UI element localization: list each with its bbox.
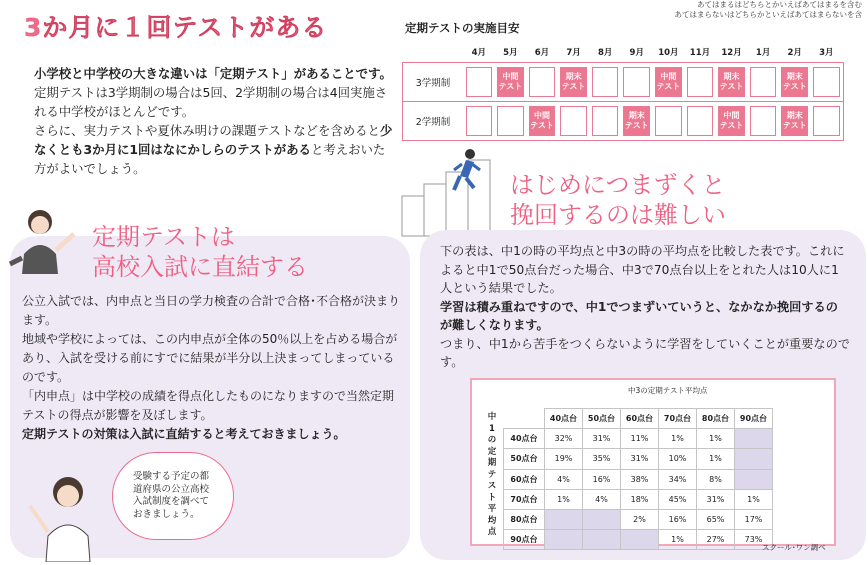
score-cell: 17% — [735, 509, 773, 529]
score-cell: 4% — [583, 489, 621, 509]
score-cell: 1% — [697, 449, 735, 469]
intro-line3-pre: さらに、実力テストや夏休み明けの課題テストなどを含めると — [34, 123, 380, 138]
left-heading-line2: 高校入試に直結する — [92, 253, 308, 281]
table-row — [504, 469, 773, 489]
schedule-cell — [623, 67, 650, 97]
left-p3: 「内申点」は中学校の成績を得点化したものになりますので当然定期テストの得点が影響を及ぼします。 — [22, 389, 395, 422]
left-heading — [92, 222, 308, 282]
score-cell: 27% — [697, 530, 735, 550]
schedule-cell: 期末 テスト — [560, 67, 587, 97]
score-cell: 1% — [659, 530, 697, 550]
top-note — [675, 0, 863, 20]
schedule-cell: 中間 テスト — [497, 67, 524, 97]
right-p1: 下の表は、中1の時の平均点と中3の時の平均点を比較した表です。これによると中1で50点台だった場合、中3で70点台以上をとれた人は10人に1人という結果でした。 — [440, 244, 845, 295]
table-row — [504, 530, 773, 550]
score-cell: 31% — [583, 429, 621, 449]
right-heading-line1: はじめにつまずくと — [510, 171, 726, 199]
schedule-row-label: 3学期制 — [415, 78, 451, 89]
score-row-header: 60点台 — [504, 469, 545, 489]
schedule-cell: 中間 テスト — [529, 106, 556, 136]
month-6: 9月 — [629, 48, 644, 58]
schedule-cell — [750, 106, 777, 136]
score-cell: 45% — [659, 489, 697, 509]
schedule-cell — [655, 106, 682, 136]
month-9: 12月 — [721, 48, 742, 58]
schedule-cell: 期末 テスト — [781, 67, 808, 97]
right-heading-line2: 挽回するのは難しい — [510, 201, 726, 229]
left-p1: 公立入試では、内申点と当日の学力検査の合計で合格･不合格が決まります。 — [22, 294, 401, 327]
score-cell: 65% — [697, 509, 735, 529]
intro-line2: 定期テストは3学期制の場合は5回、2学期制の場合は4回実施される中学校がほとんどです。 — [34, 85, 388, 119]
score-cell: 2% — [621, 509, 659, 529]
left-p2: 地域や学校によっては、この内申点が全体の50％以上を占める場合があり、入試を受ける前にすでに結果が半分以上決まってしまっているのです。 — [22, 332, 398, 384]
top-note-line2: あてはまらないはどちらかといえばあてはまらないを含 — [674, 10, 862, 19]
schedule-cell — [466, 106, 493, 136]
score-cell — [735, 469, 773, 489]
score-col-header: 50点台 — [583, 409, 621, 429]
score-cell — [735, 429, 773, 449]
schedule-cell — [466, 67, 493, 97]
schedule-row-label: 2学期制 — [415, 117, 451, 128]
table-row — [504, 429, 773, 449]
score-cell: 1% — [545, 489, 583, 509]
intro-line3-post: と考えおいた方がよいでしょう。 — [34, 142, 386, 176]
schedule-cell: 期末 テスト — [718, 67, 745, 97]
month-2: 5月 — [503, 48, 518, 58]
student-illustration — [24, 466, 110, 562]
schedule-cell: 中間 テスト — [718, 106, 745, 136]
score-col-header: 40点台 — [545, 409, 583, 429]
right-p3: つまり、中1から苦手をつくらないように学習をしていくことが重要なのです。 — [440, 336, 850, 369]
intro-line1: 小学校と中学校の大きな違いは「定期テスト」があることです。 — [34, 66, 392, 81]
schedule-cell — [687, 67, 714, 97]
schedule-cell — [560, 106, 587, 136]
month-5: 8月 — [597, 48, 613, 58]
score-cell — [583, 530, 621, 550]
schedule-cell — [497, 106, 524, 136]
intro-line3-bold: 少なくとも3か月に1回はなにかしらのテストがある — [34, 123, 393, 157]
score-cell: 1% — [659, 429, 697, 449]
score-row-header: 80点台 — [504, 509, 545, 529]
score-cell — [621, 530, 659, 550]
score-cell: 31% — [621, 449, 659, 469]
left-body — [22, 292, 402, 444]
month-10: 1月 — [755, 48, 771, 58]
schedule-cell — [592, 106, 619, 136]
score-cell: 10% — [659, 449, 697, 469]
score-table-title: 中3の定期テスト平均点 — [628, 386, 708, 395]
score-cell: 1% — [697, 429, 735, 449]
schedule-cell — [687, 106, 714, 136]
table-row — [504, 489, 773, 509]
score-cell — [545, 530, 583, 550]
score-cell: 11% — [621, 429, 659, 449]
right-heading — [510, 170, 726, 230]
stairs-runner-illustration — [400, 148, 504, 238]
score-row-header: 40点台 — [504, 429, 545, 449]
schedule-cell: 期末 テスト — [781, 106, 808, 136]
table-row — [504, 509, 773, 529]
month-4: 7月 — [566, 48, 581, 58]
page-title: 3か月に１回テストがある — [24, 13, 328, 42]
score-cell: 16% — [583, 469, 621, 489]
top-note-line1: あてはまるはどちらとかいえばあてはまるを含む — [697, 0, 862, 9]
schedule-months — [463, 46, 843, 58]
score-cell — [545, 509, 583, 529]
intro-text — [34, 64, 394, 178]
score-table-source: スクール･ワン調べ — [762, 543, 826, 552]
month-3: 6月 — [534, 48, 550, 58]
score-cell: 73% — [735, 530, 773, 550]
score-cell: 1% — [735, 489, 773, 509]
score-cell: 31% — [697, 489, 735, 509]
schedule-cell — [813, 106, 840, 136]
score-cell: 19% — [545, 449, 583, 469]
score-row-header: 50点台 — [504, 449, 545, 469]
schedule-title: 定期テストの実施目安 — [405, 21, 520, 35]
left-p4: 定期テストの対策は入試に直結すると考えておきましょう。 — [22, 427, 346, 441]
score-col-header: 70点台 — [659, 409, 697, 429]
month-1: 4月 — [471, 48, 486, 58]
schedule-cell — [592, 67, 619, 97]
score-cell — [735, 449, 773, 469]
intro-line3 — [34, 121, 394, 178]
score-table — [503, 408, 773, 550]
score-table-row-axis-label: 中1の定期テスト平均点 — [487, 412, 497, 537]
month-8: 11月 — [689, 48, 711, 58]
left-heading-line1: 定期テストは — [92, 223, 236, 251]
schedule-cell — [529, 67, 556, 97]
month-7: 10月 — [658, 48, 679, 58]
schedule-cell — [750, 67, 777, 97]
score-col-header: 90点台 — [735, 409, 773, 429]
score-cell: 4% — [545, 469, 583, 489]
schedule-cell — [813, 67, 840, 97]
score-table-corner — [504, 409, 545, 429]
score-col-header: 60点台 — [621, 409, 659, 429]
schedule-cell: 期末 テスト — [623, 106, 650, 136]
score-col-header: 80点台 — [697, 409, 735, 429]
month-11: 2月 — [787, 48, 802, 58]
score-row-header: 90点台 — [504, 530, 545, 550]
speech-bubble — [112, 452, 234, 540]
schedule-table — [402, 62, 844, 141]
right-body — [440, 242, 850, 372]
schedule-row — [403, 63, 843, 101]
right-p2: 学習は積み重ねですので、中1でつまずいていうと、なかなか挽回するのが難しくなります。 — [440, 299, 838, 332]
score-cell — [583, 509, 621, 529]
score-cell: 34% — [659, 469, 697, 489]
schedule-cell: 中間 テスト — [655, 67, 682, 97]
speech-bubble-text: 受験する予定の都道府県の公立高校入試制度を調べておきましょう。 — [133, 471, 210, 520]
score-cell: 32% — [545, 429, 583, 449]
score-cell: 18% — [621, 489, 659, 509]
teacher-illustration — [8, 204, 88, 276]
score-cell: 35% — [583, 449, 621, 469]
table-row — [504, 449, 773, 469]
month-12: 3月 — [819, 48, 834, 58]
score-cell: 16% — [659, 509, 697, 529]
schedule-row — [403, 101, 843, 140]
score-row-header: 70点台 — [504, 489, 545, 509]
score-cell: 38% — [621, 469, 659, 489]
score-cell: 8% — [697, 469, 735, 489]
